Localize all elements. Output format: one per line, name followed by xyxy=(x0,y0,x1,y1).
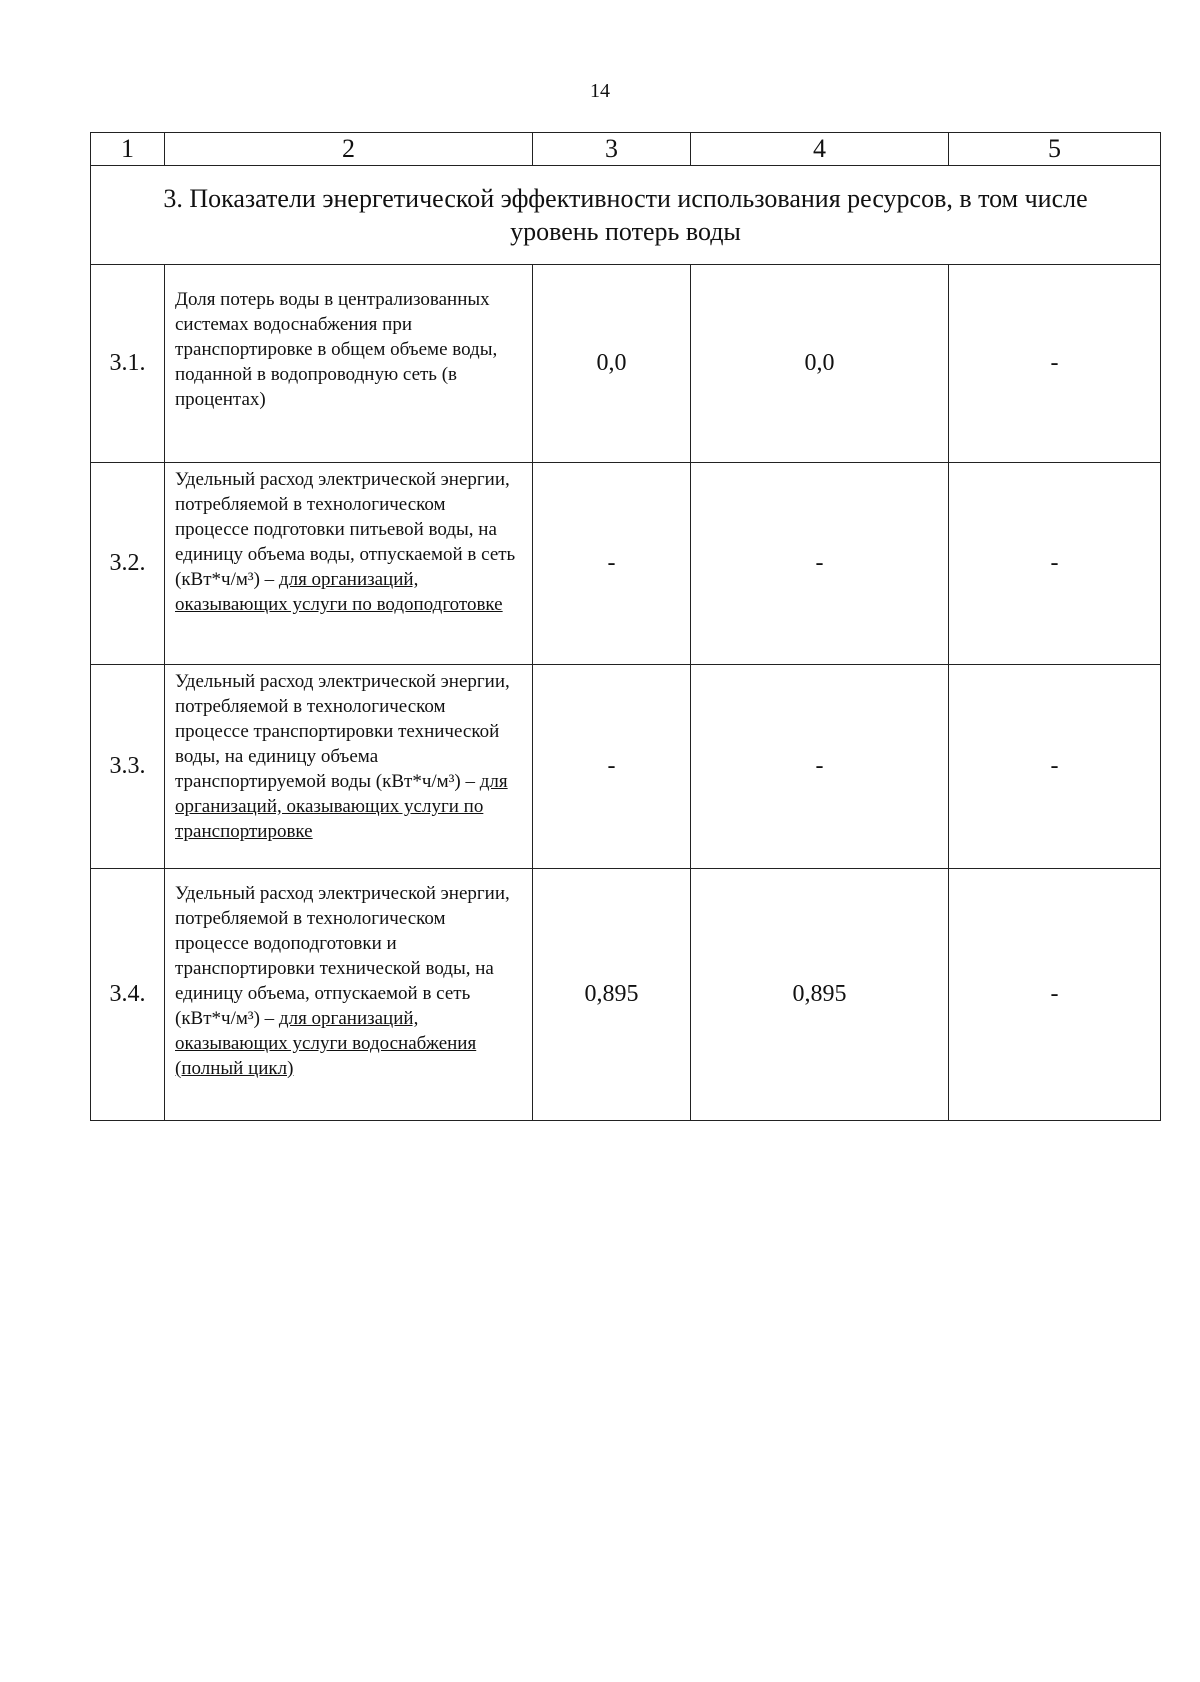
description-text: Удельный расход электрической энергии, потребляемой в технологическом процессе транспортировки технической воды, на единицу объема транспортируемой воды (кВт*ч/м³) – xyxy=(175,671,510,792)
header-cell: 4 xyxy=(691,133,949,166)
value-col3: 0,895 xyxy=(533,869,691,1121)
header-cell: 2 xyxy=(165,133,533,166)
header-row xyxy=(91,133,1161,166)
value-col5: - xyxy=(949,665,1161,869)
header-cell: 5 xyxy=(949,133,1161,166)
row-description xyxy=(165,265,533,463)
description-text: Доля потерь воды в централизованных системах водоснабжения при транспортировке в общем объеме воды, поданной в водопроводную сеть (в процентах) xyxy=(175,289,498,410)
page-number: 14 xyxy=(590,80,610,102)
value-col5: - xyxy=(949,463,1161,665)
row-number: 3.1. xyxy=(91,265,165,463)
row-description xyxy=(165,463,533,665)
value-col4: - xyxy=(691,463,949,665)
indicators-table xyxy=(90,132,1161,1121)
value-col5: - xyxy=(949,265,1161,463)
row-number: 3.2. xyxy=(91,463,165,665)
row-number: 3.3. xyxy=(91,665,165,869)
description-underlined: для организаций, оказывающих услуги водоснабжения (полный цикл) xyxy=(175,1008,477,1079)
row-description xyxy=(165,665,533,869)
table-row xyxy=(91,265,1161,463)
value-col3: - xyxy=(533,665,691,869)
row-number: 3.4. xyxy=(91,869,165,1121)
row-description xyxy=(165,869,533,1121)
value-col4: 0,895 xyxy=(691,869,949,1121)
table-row xyxy=(91,869,1161,1121)
value-col3: 0,0 xyxy=(533,265,691,463)
description-text: Удельный расход электрической энергии, потребляемой в технологическом процессе подготовки питьевой воды, на единицу объема воды, отпускаемой в сеть (кВт*ч/м³) – xyxy=(175,469,516,590)
description-underlined: для организаций, оказывающих услуги по транспортировке xyxy=(175,771,508,842)
header-cell: 3 xyxy=(533,133,691,166)
section-row xyxy=(91,166,1161,265)
value-col5: - xyxy=(949,869,1161,1121)
table-row xyxy=(91,665,1161,869)
header-cell: 1 xyxy=(91,133,165,166)
value-col4: 0,0 xyxy=(691,265,949,463)
value-col3: - xyxy=(533,463,691,665)
table-row xyxy=(91,463,1161,665)
description-underlined: для организаций, оказывающих услуги по водоподготовке xyxy=(175,569,503,615)
value-col4: - xyxy=(691,665,949,869)
section-title: 3. Показатели энергетической эффективности использования ресурсов, в том числе уровень потерь воды xyxy=(91,166,1161,265)
description-text: Удельный расход электрической энергии, потребляемой в технологическом процессе водоподготовки и транспортировки технической воды, на единицу объема, отпускаемой в сеть (кВт*ч/м³) – xyxy=(175,883,510,1029)
